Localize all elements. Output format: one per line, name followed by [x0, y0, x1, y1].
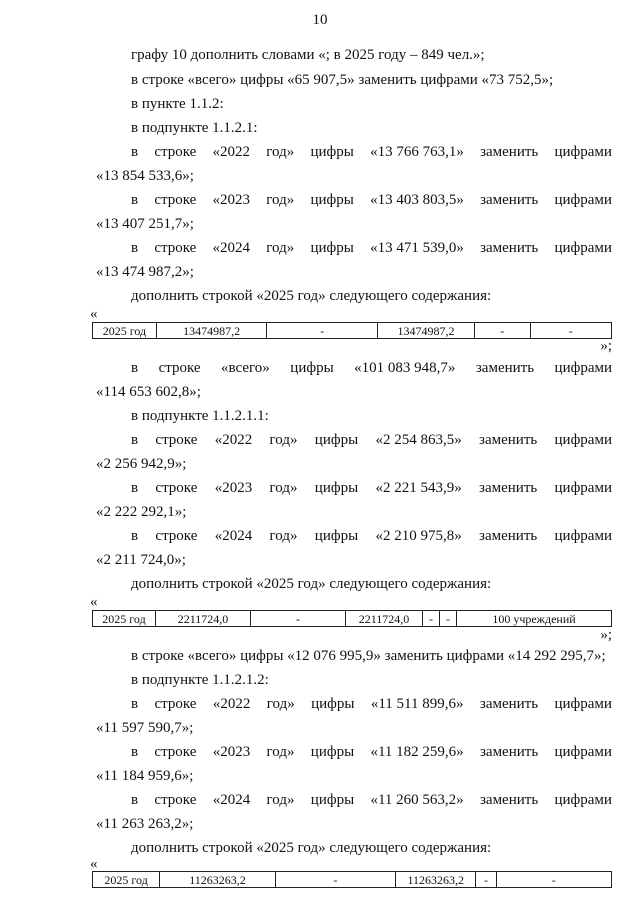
word-group: строке — [155, 480, 198, 496]
close-quote-mark: »; — [600, 338, 612, 354]
word-group: год» — [266, 744, 295, 760]
table-cell: - — [251, 611, 346, 627]
word-group: цифрами — [554, 240, 612, 256]
text-line — [96, 551, 612, 569]
table-cell: 2211724,0 — [346, 611, 423, 627]
insert-table-1 — [92, 322, 612, 339]
word-group: «2024 — [212, 240, 251, 256]
word-group: строке — [154, 240, 197, 256]
word-group: цифры — [310, 192, 354, 208]
table-cell: 2025 год — [93, 323, 157, 339]
word-group: в — [131, 744, 139, 760]
text-line — [96, 503, 612, 521]
table-cell: 13474987,2 — [156, 323, 267, 339]
insert-table-3 — [92, 871, 612, 888]
word-group: заменить — [479, 696, 539, 712]
text-line — [131, 119, 612, 137]
text-line — [96, 719, 612, 737]
text-line — [131, 407, 612, 425]
word-group: «11 182 259,6» — [370, 744, 464, 760]
text-line — [131, 575, 612, 593]
table-cell: - — [496, 872, 612, 888]
word-group: заменить — [480, 240, 539, 256]
text-line — [131, 791, 612, 809]
word-group: в подпункте 1.1.2.1: — [131, 120, 258, 136]
open-quote-mark: « — [90, 306, 98, 322]
table-cell: 11263263,2 — [160, 872, 275, 888]
table-cell: 2025 год — [93, 611, 156, 627]
word-group: «2 221 543,9» — [375, 480, 462, 496]
word-group: цифры — [310, 792, 355, 808]
word-group: цифрами — [554, 480, 612, 496]
word-group: «101 083 948,7» — [354, 360, 456, 376]
word-group: заменить — [475, 360, 535, 376]
word-group: в — [131, 240, 139, 256]
table-cell: - — [530, 323, 611, 339]
word-group: в строке «всего» цифры «12 076 995,9» заменить цифрами «14 292 295,7»; — [131, 648, 606, 664]
text-line — [131, 359, 612, 377]
text-line — [131, 647, 612, 665]
word-group: строке — [154, 792, 197, 808]
word-group: заменить — [480, 192, 539, 208]
word-group: год» — [266, 240, 295, 256]
word-group: «2 222 292,1»; — [96, 504, 187, 520]
word-group: цифрами — [554, 792, 612, 808]
word-group: «13 407 251,7»; — [96, 216, 194, 232]
word-group: цифрами — [554, 528, 612, 544]
word-group: «2 256 942,9»; — [96, 456, 187, 472]
word-group: «2024 — [214, 528, 253, 544]
word-group: год» — [269, 480, 298, 496]
word-group: графу 10 дополнить словами «; в 2025 году – 849 чел.»; — [131, 47, 485, 63]
text-line — [131, 839, 612, 857]
word-group: «2024 — [212, 792, 251, 808]
word-group: дополнить строкой «2025 год» следующего содержания: — [131, 840, 492, 856]
text-line — [96, 455, 612, 473]
word-group: цифрами — [554, 696, 612, 712]
word-group: «114 653 602,8»; — [96, 384, 201, 400]
word-group: «13 403 803,5» — [370, 192, 464, 208]
table-cell: 13474987,2 — [378, 323, 475, 339]
word-group: строке — [155, 528, 198, 544]
insert-table-2 — [92, 610, 612, 627]
table-cell: 2025 год — [93, 872, 160, 888]
word-group: «11 263 263,2»; — [96, 816, 194, 832]
word-group: «13 766 763,1» — [370, 144, 464, 160]
word-group: в подпункте 1.1.2.1.2: — [131, 672, 269, 688]
page-number: 10 — [312, 12, 328, 28]
word-group: «2 254 863,5» — [375, 432, 462, 448]
word-group: «2022 — [212, 144, 251, 160]
word-group: строке — [154, 144, 197, 160]
text-line — [131, 671, 612, 689]
word-group: цифры — [314, 480, 359, 496]
word-group: «11 511 899,6» — [370, 696, 464, 712]
word-group: в — [131, 192, 139, 208]
word-group: заменить — [479, 432, 538, 448]
text-line — [131, 527, 612, 545]
word-group: в — [131, 696, 139, 712]
text-line — [96, 167, 612, 185]
word-group: цифры — [311, 696, 355, 712]
text-line — [131, 143, 612, 161]
word-group: дополнить строкой «2025 год» следующего содержания: — [131, 576, 492, 592]
word-group: заменить — [479, 744, 539, 760]
word-group: в — [131, 432, 139, 448]
word-group: «13 474 987,2»; — [96, 264, 194, 280]
word-group: в — [131, 144, 139, 160]
word-group: заменить — [479, 480, 538, 496]
word-group: «13 471 539,0» — [370, 240, 464, 256]
word-group: «2022 — [214, 432, 253, 448]
word-group: «11 260 563,2» — [370, 792, 464, 808]
word-group: цифры — [310, 744, 355, 760]
word-group: цифрами — [554, 360, 612, 376]
table-cell: - — [423, 611, 440, 627]
text-line — [131, 743, 612, 761]
word-group: год» — [266, 792, 295, 808]
table-cell: - — [275, 872, 395, 888]
text-line — [131, 479, 612, 497]
open-quote-mark: « — [90, 594, 98, 610]
word-group: дополнить строкой «2025 год» следующего содержания: — [131, 288, 492, 304]
word-group: строке — [154, 696, 197, 712]
word-group: «2 211 724,0»; — [96, 552, 186, 568]
word-group: в пункте 1.1.2: — [131, 96, 224, 112]
close-quote-mark: »; — [600, 627, 612, 643]
word-group: год» — [266, 192, 295, 208]
word-group: цифры — [314, 528, 359, 544]
word-group: в — [131, 480, 139, 496]
table-cell: - — [267, 323, 378, 339]
word-group: цифрами — [554, 144, 612, 160]
text-line — [131, 239, 612, 257]
word-group: в — [131, 792, 139, 808]
text-line — [131, 695, 612, 713]
word-group: строке — [155, 432, 198, 448]
word-group: заменить — [479, 528, 538, 544]
text-line — [96, 215, 612, 233]
word-group: цифрами — [554, 192, 612, 208]
word-group: в подпункте 1.1.2.1.1: — [131, 408, 269, 424]
word-group: заменить — [479, 792, 539, 808]
word-group: цифры — [314, 432, 359, 448]
table-cell: - — [474, 323, 530, 339]
word-group: «2 210 975,8» — [375, 528, 462, 544]
word-group: год» — [269, 432, 298, 448]
table-cell: 11263263,2 — [396, 872, 476, 888]
word-group: цифрами — [554, 744, 612, 760]
text-line — [131, 191, 612, 209]
word-group: «2022 — [212, 696, 251, 712]
word-group: «11 597 590,7»; — [96, 720, 194, 736]
word-group: строке — [154, 744, 197, 760]
word-group: «2023 — [212, 192, 251, 208]
word-group: «11 184 959,6»; — [96, 768, 194, 784]
text-line — [96, 263, 612, 281]
table-cell: - — [476, 872, 496, 888]
text-line — [131, 46, 612, 64]
word-group: «2023 — [212, 744, 251, 760]
word-group: цифры — [310, 240, 354, 256]
word-group: «13 854 533,6»; — [96, 168, 194, 184]
word-group: заменить — [480, 144, 539, 160]
word-group: «всего» — [221, 360, 270, 376]
table-cell: 100 учреждений — [457, 611, 612, 627]
word-group: год» — [266, 696, 295, 712]
word-group: строке — [154, 192, 197, 208]
word-group: год» — [269, 528, 298, 544]
text-line — [131, 431, 612, 449]
text-line — [131, 95, 612, 113]
text-line — [131, 71, 612, 89]
word-group: цифрами — [554, 432, 612, 448]
text-line — [131, 287, 612, 305]
text-line — [96, 815, 612, 833]
table-cell: - — [440, 611, 457, 627]
word-group: в — [131, 360, 139, 376]
text-line — [96, 767, 612, 785]
text-line — [96, 383, 612, 401]
word-group: строке — [158, 360, 201, 376]
table-cell: 2211724,0 — [156, 611, 251, 627]
word-group: в строке «всего» цифры «65 907,5» заменить цифрами «73 752,5»; — [131, 72, 554, 88]
word-group: год» — [266, 144, 295, 160]
open-quote-mark: « — [90, 856, 98, 872]
word-group: в — [131, 528, 139, 544]
word-group: цифры — [290, 360, 334, 376]
word-group: «2023 — [214, 480, 253, 496]
word-group: цифры — [310, 144, 354, 160]
